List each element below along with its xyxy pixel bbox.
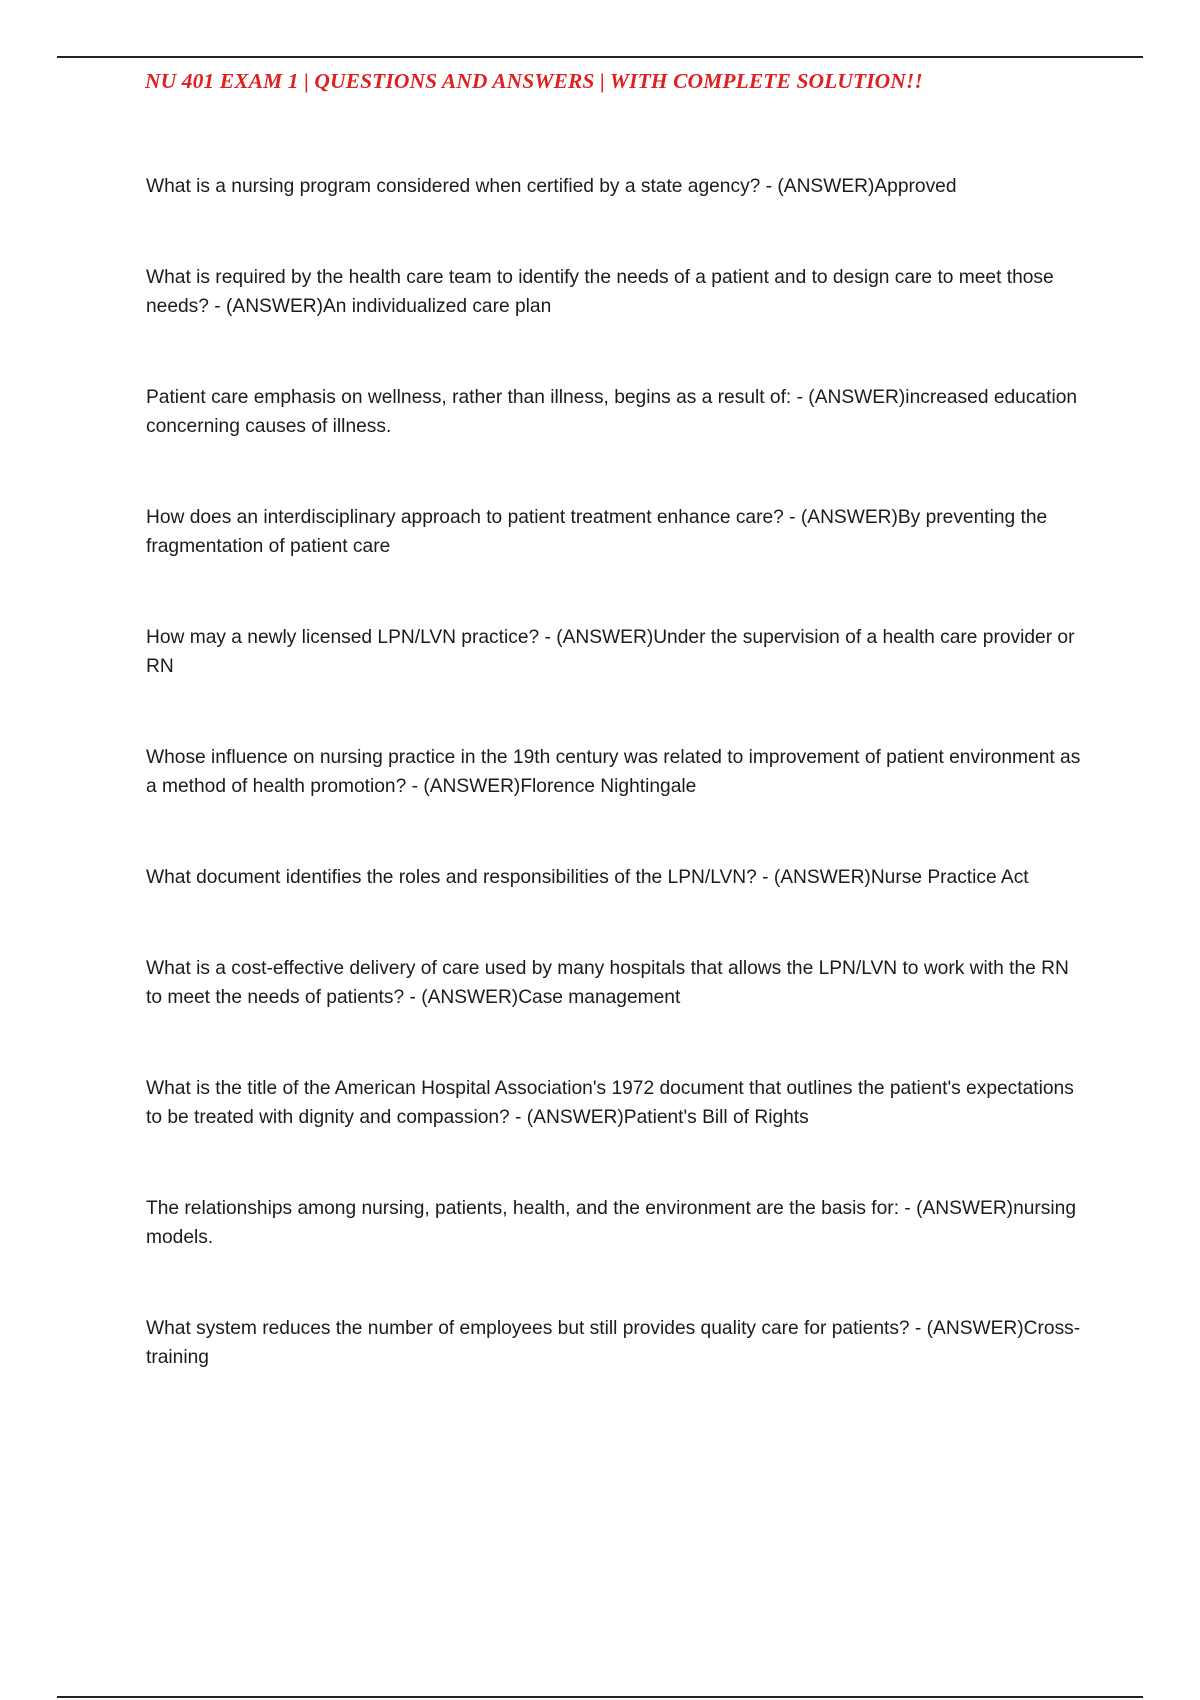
qa-item-text: Patient care emphasis on wellness, rather than illness, begins as a result of: - (ANSWER)increased education concerning causes of illness. (146, 387, 1078, 437)
bottom-rule (57, 1696, 1143, 1698)
qa-item-text: How does an interdisciplinary approach to patient treatment enhance care? - (ANSWER)By preventing the fragmentation of patient care (146, 507, 1048, 557)
qa-item-text: What system reduces the number of employees but still provides quality care for patients? - (ANSWER)Cross-training (146, 1318, 1081, 1368)
qa-item (146, 383, 1086, 441)
qa-item (146, 954, 1086, 1012)
qa-item-text: What is the title of the American Hospital Association's 1972 document that outlines the patient's expectations to be treated with dignity and compassion? - (ANSWER)Patient's Bill of Rights (146, 1078, 1074, 1128)
qa-item-text: Whose influence on nursing practice in the 19th century was related to improvement of patient environment as a method of health promotion? - (ANSWER)Florence Nightingale (146, 747, 1081, 797)
top-rule (57, 56, 1143, 58)
qa-item (146, 503, 1086, 561)
qa-item (146, 623, 1086, 681)
document-title: NU 401 EXAM 1 | QUESTIONS AND ANSWERS | WITH COMPLETE SOLUTION!! (145, 69, 923, 93)
qa-item (146, 1314, 1086, 1372)
qa-item (146, 743, 1086, 801)
qa-item (146, 1074, 1086, 1132)
qa-list (146, 172, 1086, 1372)
qa-item (146, 863, 1086, 892)
qa-item-text: What document identifies the roles and responsibilities of the LPN/LVN? - (ANSWER)Nurse Practice Act (146, 867, 1029, 888)
qa-item-text: How may a newly licensed LPN/LVN practice? - (ANSWER)Under the supervision of a health care provider or RN (146, 627, 1075, 677)
qa-item-text: What is a cost-effective delivery of care used by many hospitals that allows the LPN/LVN to work with the RN to meet the needs of patients? - (ANSWER)Case management (146, 958, 1069, 1008)
qa-item-text: The relationships among nursing, patients, health, and the environment are the basis for: - (ANSWER)nursing models. (146, 1198, 1077, 1248)
qa-item (146, 1194, 1086, 1252)
qa-item (146, 172, 1086, 201)
qa-item-text: What is required by the health care team to identify the needs of a patient and to design care to meet those needs? - (ANSWER)An individualized care plan (146, 267, 1054, 317)
qa-item (146, 263, 1086, 321)
qa-item-text: What is a nursing program considered when certified by a state agency? - (ANSWER)Approved (146, 176, 957, 197)
